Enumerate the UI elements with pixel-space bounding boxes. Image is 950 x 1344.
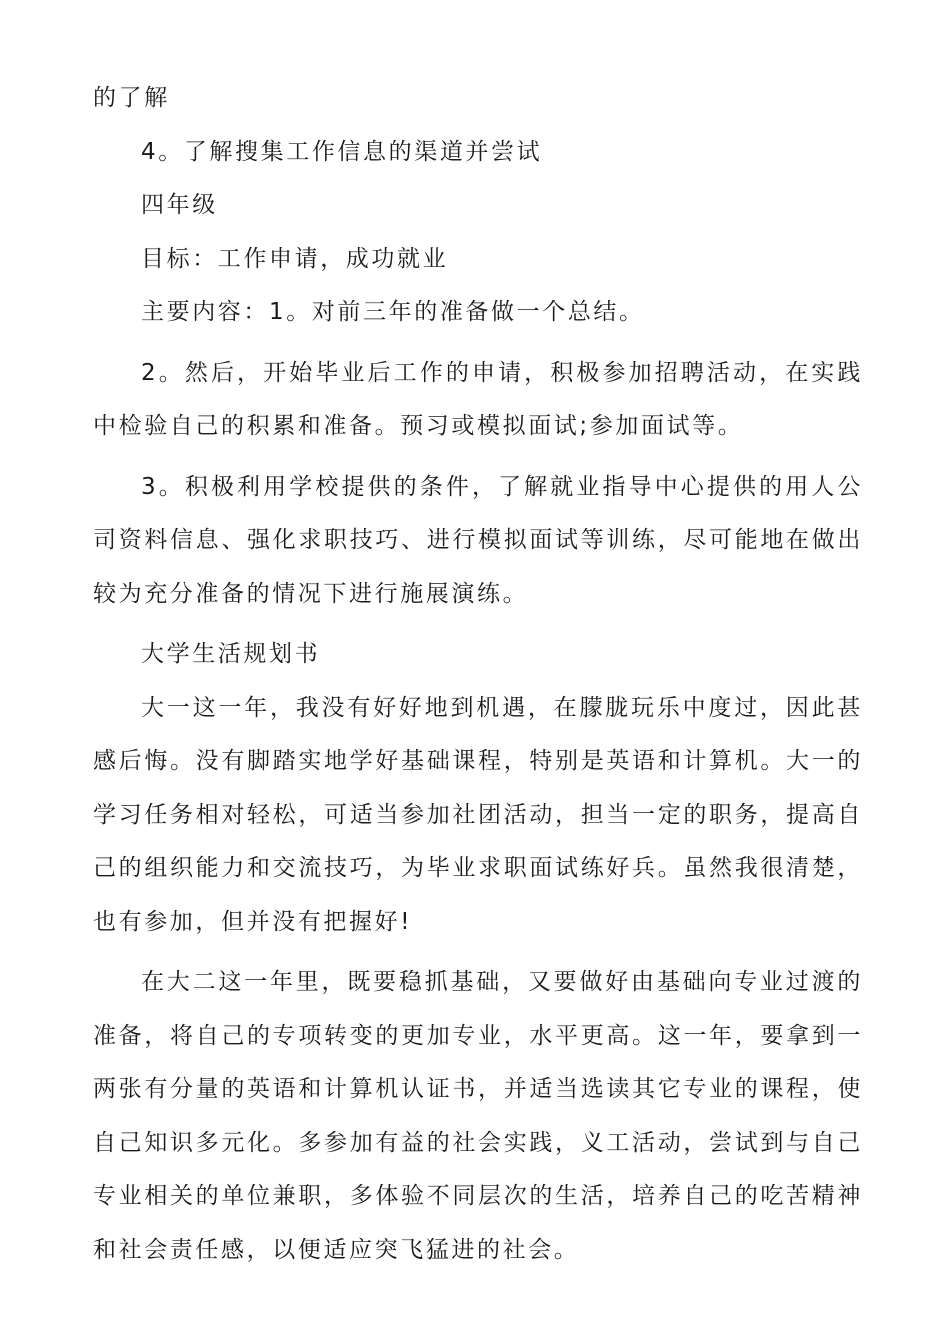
paragraph-item-4: 4。了解搜集工作信息的渠道并尝试 bbox=[141, 138, 543, 165]
paragraph-item-2: 2。然后，开始毕业后工作的申请，积极参加招聘活动，在实践中检验自己的积累和准备。预习或模拟面试;参加面试等。 bbox=[93, 359, 863, 439]
paragraph-second-year: 在大二这一年里，既要稳抓基础，又要做好由基础向专业过渡的准备，将自己的专项转变的更加专业，水平更高。这一年，要拿到一两张有分量的英语和计算机认证书，并适当选读其它专业的课程，使自己知识多元化。多参加有益的社会实践，义工活动，尝试到与自己专业相关的单位兼职，多体验不同层次的生活，培养自己的吃苦精神和社会责任感，以便适应突飞猛进的社会。 bbox=[93, 969, 863, 1263]
paragraph-item-3: 3。积极利用学校提供的条件，了解就业指导中心提供的用人公司资料信息、强化求职技巧、进行模拟面试等训练，尽可能地在做出较为充分准备的情况下进行施展演练。 bbox=[93, 473, 863, 607]
paragraph-continuation: 的了解 bbox=[93, 85, 170, 111]
document-body bbox=[93, 72, 863, 1277]
paragraph-main-content: 主要内容：1。对前三年的准备做一个总结。 bbox=[141, 299, 645, 325]
paragraph-goal: 目标：工作申请，成功就业 bbox=[141, 245, 449, 272]
section-heading-fourth-year: 四年级 bbox=[141, 192, 218, 218]
section-heading-plan: 大学生活规划书 bbox=[141, 641, 321, 667]
paragraph-first-year: 大一这一年，我没有好好地到机遇，在朦胧玩乐中度过，因此甚感后悔。没有脚踏实地学好基础课程，特别是英语和计算机。大一的学习任务相对轻松，可适当参加社团活动，担当一定的职务，提高自己的组织能力和交流技巧，为毕业求职面试练好兵。虽然我很清楚，也有参加，但并没有把握好! bbox=[93, 694, 863, 935]
